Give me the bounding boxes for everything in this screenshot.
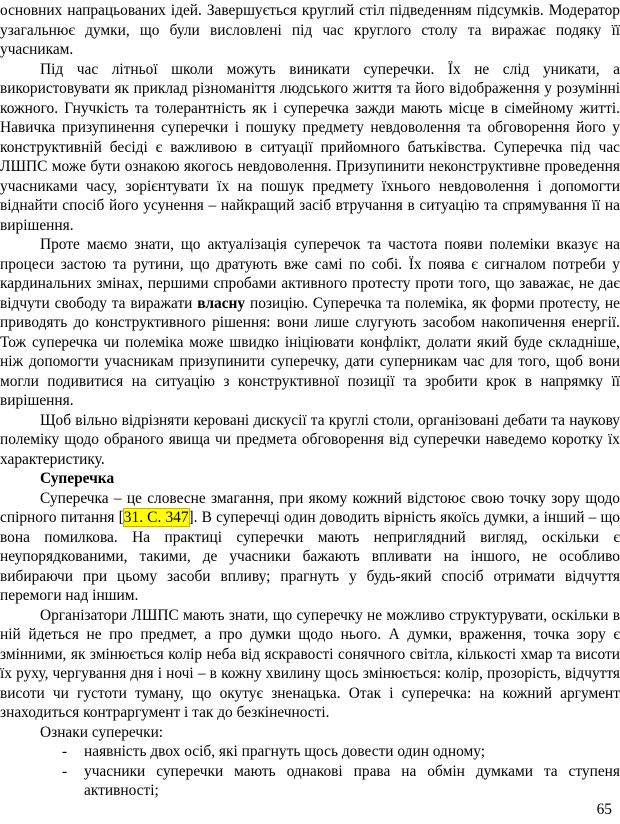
citation-reference: 31. С. 347 bbox=[123, 509, 189, 526]
paragraph-actualization bbox=[0, 235, 620, 411]
list-marker: - bbox=[62, 743, 68, 760]
section-heading: Суперечка bbox=[40, 470, 115, 487]
paragraph-distinguish: Щоб вільно відрізняти керовані дискусії та круглі столи, організовані дебати та наукову полеміку щодо обраного явища чи предмета обговорення від суперечки наведемо коротку їх характеристику. bbox=[0, 411, 620, 468]
paragraph-text: Суперечка – це словесне змагання, при якому кожний відстоює свою точку зору щодо спірного питання [ bbox=[0, 489, 620, 526]
list-item-text: наявність двох осіб, які прагнуть щось довести один одному; bbox=[84, 743, 486, 760]
page-body bbox=[0, 1, 620, 801]
paragraph-text: ]. В суперечці один доводить вірність якоїсь думки, а інший – що вона помилкова. На практиці суперечки мають неприглядний вигляд, оскільки є неупорядкованими, такими, де учасники бажають впливати на іншого, не особливо вибираючи при цьому засоби впливу; прагнуть у будь-який спосіб отримати відчуття перемоги над іншим. bbox=[0, 509, 620, 604]
list-item bbox=[0, 742, 620, 762]
paragraph-definition bbox=[0, 489, 620, 606]
paragraph-disputes-at-school: Під час літньої школи можуть виникати суперечки. Їх не слід уникати, а використовувати як приклад різноманіття людського життя та його відображення у розумінні кожного. Гнучкість та толерантність як і суперечка зажди мають місце в сімейному житті. Навичка призупинення суперечки і пошуку предмету невдоволення та обговорення його у конструктивній бесіді є важливою в ситуації прийомного батьківства. Суперечка під час ЛШПС може бути ознакою якогось невдоволення. Призупинити неконструктивне проведення учасниками часу, зорієнтувати їх на пошук предмету їхнього невдоволення і допомогти віднайти спосіб його усунення – найкращий засіб втручання в ситуацію та спрямування її на вирішення. bbox=[0, 60, 620, 234]
paragraph-text: Проте маємо знати, що актуалізація суперечок та частота появи полеміки вказує на процеси застою та рутини, що дратують вже самі по собі. Їх поява є сигналом потреби у кардинальних змінах, першими спробами активного протесту проти того, що заважає, не дає відчути свободу та виражати bbox=[0, 236, 620, 312]
paragraph-text: позицію. Суперечка та полеміка, як форми протесту, не приводять до конструктивного рішення: вони лише слугують засобом накопичення енергії. Тож суперечка чи полеміка може швидко ініціювати конфлікт, долати який буде складніше, ніж допомогти учасникам призупинити суперечку, дати суперникам час для того, щоб вони могли подивитися на ситуацію з конструктивної позиції та зробити крок в напрямку її вирішення. bbox=[0, 294, 620, 409]
bold-word: власну bbox=[197, 294, 246, 312]
paragraph-continuation: основних напрацьованих ідей. Завершується круглий стіл підведенням підсумків. Модератор узагальнює думки, що були висловлені під час круглого столу та виражає подяку її учасникам. bbox=[0, 2, 620, 58]
list-item bbox=[0, 762, 620, 801]
features-list bbox=[0, 742, 620, 801]
paragraph-organizers: Організатори ЛШПС мають знати, що суперечку не можливо структурувати, оскільки в ній йдеться не про предмет, а про думки щодо нього. А думки, враження, точка зору є змінними, як змінюється колір неба від яскравості сонячного світла, кількості хмар та висоти їх руху, чергування дня і ночі – в кожну хвилину щось змінюється: колір, прозорість, відчуття висоти чи густоти туману, що окутує зненацька. Отак і суперечка: на кожний аргумент знаходиться контраргумент і так до безкінечності. bbox=[0, 606, 620, 721]
list-intro: Ознаки суперечки: bbox=[40, 723, 164, 741]
list-item-text: учасники суперечки мають однакові права на обмін думками та ступеня активності; bbox=[84, 762, 620, 799]
list-marker: - bbox=[62, 762, 68, 780]
page-number: 65 bbox=[596, 801, 612, 818]
